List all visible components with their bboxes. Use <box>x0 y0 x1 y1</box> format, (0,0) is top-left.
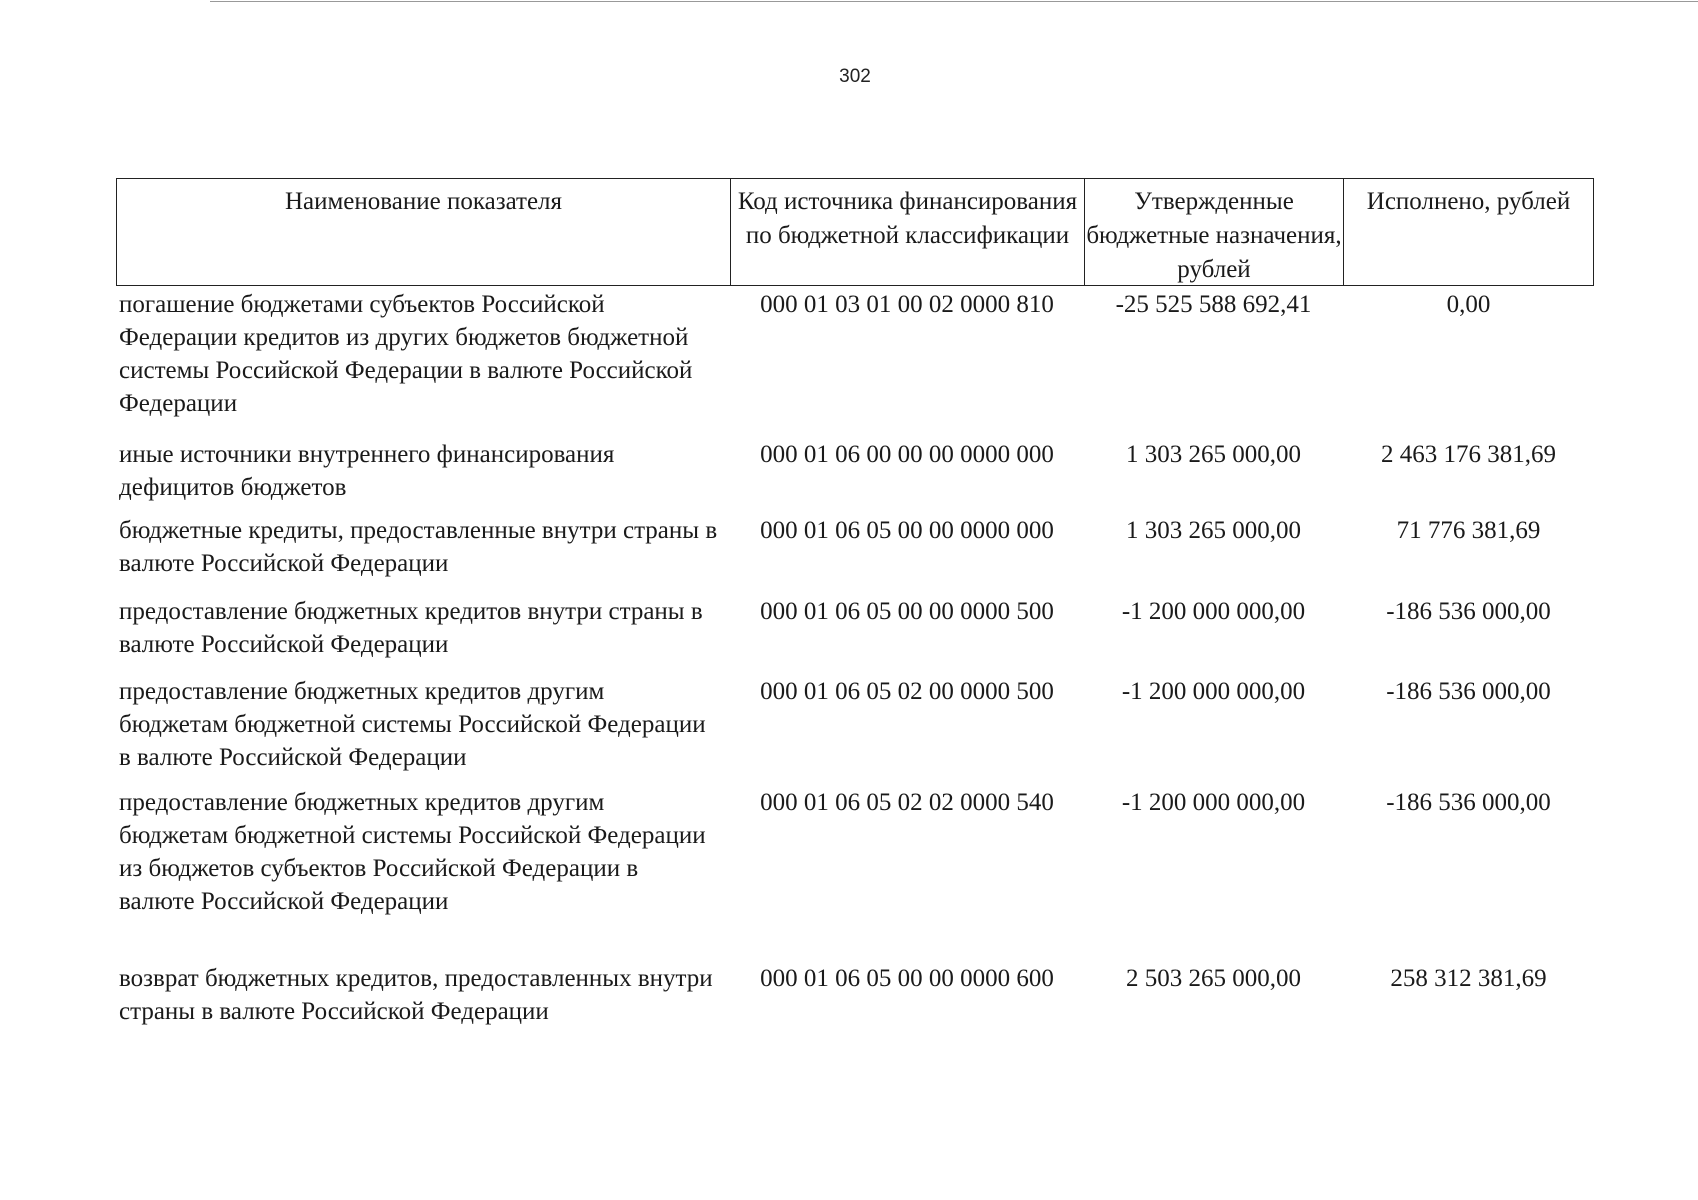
row-code: 000 01 06 05 00 00 0000 500 <box>760 598 1054 625</box>
row-code: 000 01 06 05 02 00 0000 500 <box>760 678 1054 705</box>
row-code: 000 01 06 05 00 00 0000 600 <box>760 965 1054 992</box>
table-header <box>116 178 1594 286</box>
row-name: предоставление бюджетных кредитов другим бюджетам бюджетной системы Российской Федерации из бюджетов субъектов Российской Федерации в валюте Российской Федерации <box>119 789 706 915</box>
row-name: предоставление бюджетных кредитов другим бюджетам бюджетной системы Российской Федерации в валюте Российской Федерации <box>119 678 706 771</box>
row-executed: 0,00 <box>1446 291 1491 318</box>
row-code: 000 01 06 05 00 00 0000 000 <box>760 517 1054 544</box>
row-approved: 1 303 265 000,00 <box>1126 441 1301 468</box>
scan-edge-line <box>210 1 1698 2</box>
row-executed: 71 776 381,69 <box>1396 517 1541 544</box>
row-approved: 1 303 265 000,00 <box>1126 517 1301 544</box>
row-executed: -186 536 000,00 <box>1386 678 1551 705</box>
row-executed: 2 463 176 381,69 <box>1381 441 1556 468</box>
row-name: погашение бюджетами субъектов Российской Федерации кредитов из других бюджетов бюджетной системы Российской Федерации в валюте Российской Федерации <box>119 291 693 417</box>
header-code: Код источника финансирования по бюджетной классификации <box>731 179 1085 285</box>
row-code: 000 01 06 05 02 02 0000 540 <box>760 789 1054 816</box>
row-executed: -186 536 000,00 <box>1386 789 1551 816</box>
page-number: 302 <box>839 66 871 87</box>
row-approved: -1 200 000 000,00 <box>1121 789 1306 816</box>
row-name: возврат бюджетных кредитов, предоставленных внутри страны в валюте Российской Федерации <box>119 965 713 1025</box>
row-executed: 258 312 381,69 <box>1390 965 1547 992</box>
header-name: Наименование показателя <box>117 179 731 285</box>
header-executed: Исполнено, рублей <box>1366 188 1571 215</box>
row-approved: -1 200 000 000,00 <box>1121 598 1306 625</box>
row-approved: 2 503 265 000,00 <box>1126 965 1301 992</box>
row-approved: -25 525 588 692,41 <box>1115 291 1312 318</box>
row-name: бюджетные кредиты, предоставленные внутри страны в валюте Российской Федерации <box>119 517 718 577</box>
row-code: 000 01 03 01 00 02 0000 810 <box>760 291 1054 318</box>
row-name: предоставление бюджетных кредитов внутри страны в валюте Российской Федерации <box>119 598 703 658</box>
header-approved: Утвержденные бюджетные назначения, рублей <box>1085 179 1344 285</box>
row-name: иные источники внутреннего финансирования дефицитов бюджетов <box>119 441 615 501</box>
row-code: 000 01 06 00 00 00 0000 000 <box>760 441 1054 468</box>
row-approved: -1 200 000 000,00 <box>1121 678 1306 705</box>
row-executed: -186 536 000,00 <box>1386 598 1551 625</box>
